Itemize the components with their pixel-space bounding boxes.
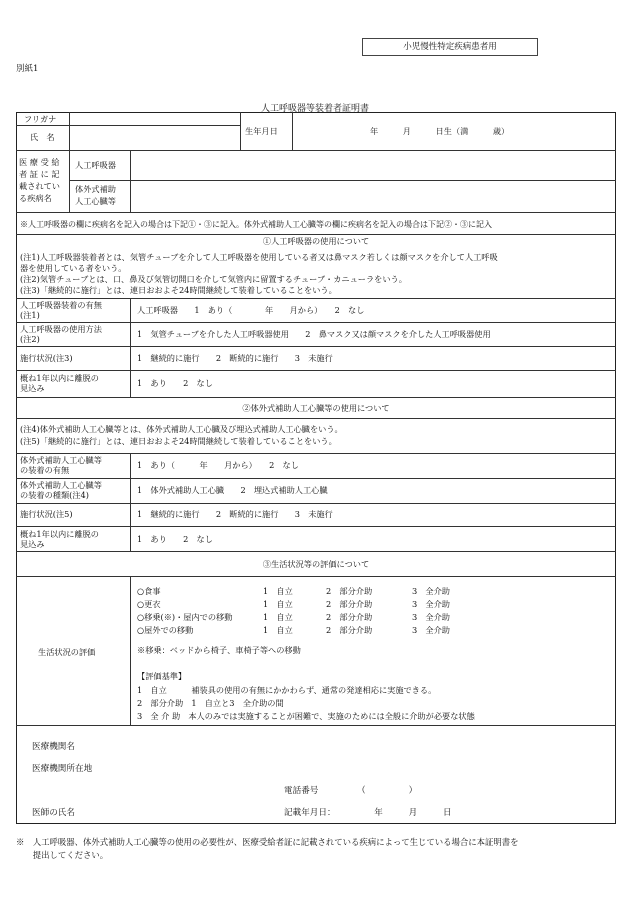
s2-row1-label: 体外式補助人工心臓等 (20, 455, 102, 465)
disease-label-line: る疾病名 (19, 193, 52, 203)
s1-row4-value: 1 あり 2 なし (137, 378, 213, 388)
section1-note: (注3)「継続的に施行」とは、連日おおよそ24時間継続して装着していることをいう。 (20, 285, 337, 295)
s2-row1-label: の装着の有無 (20, 465, 70, 475)
criteria-line: 3 全 介 助 本人のみでは実施することが困難で、実施のためには全般に介助が必要な状態 (137, 711, 475, 721)
section3-heading: ③生活状況等の評価について (262, 559, 370, 569)
divider (16, 370, 616, 371)
section1-note: 器を使用している者をいう。 (20, 263, 127, 273)
eval-item: ○食事 (137, 586, 161, 596)
footer-line: ※ 人工呼吸器、体外式補助人工心臓等の使用の必要性が、医療受給者証に記載されている疾病によって生じている場合に本証明書を (16, 837, 519, 847)
eval-item: ○移乗(※)・屋内での移動 (137, 612, 233, 622)
divider (16, 150, 616, 151)
disease-label-line: 医 療 受 給 (19, 157, 60, 167)
divider (130, 298, 131, 397)
eval-option: 1 自立 (263, 599, 293, 609)
eval-option: 2 部分介助 (326, 599, 373, 609)
section2-note: (注4)体外式補助人工心臓等とは、体外式補助人工心臓及び埋込式補助人工心臓をいう。 (20, 424, 343, 434)
eval-option: 3 全介助 (412, 586, 450, 596)
eval-option: 1 自立 (263, 612, 293, 622)
s2-row2-label: の装着の種類(注4) (20, 490, 89, 500)
eval-option: 1 自立 (263, 586, 293, 596)
s2-row3-label: 施行状況(注5) (20, 509, 73, 519)
s1-row3-value: 1 継続的に施行 2 断続的に施行 3 未施行 (137, 353, 333, 363)
footer-line: 提出してください。 (16, 850, 109, 860)
divider (69, 180, 616, 181)
divider (16, 397, 616, 398)
disease-label-line: 者 証 に 記 (19, 169, 60, 179)
dob-value: 年 月 日生（満 歳） (370, 126, 510, 136)
eval-option: 2 部分介助 (326, 586, 373, 596)
institution-address-label: 医療機関所在地 (32, 764, 93, 774)
dob-label: 生年月日 (245, 126, 278, 136)
s1-row3-label: 施行状況(注3) (20, 353, 73, 363)
s2-row3-value: 1 継続的に施行 2 断続的に施行 3 未施行 (137, 509, 333, 519)
document-title: 人工呼吸器等装着者証明書 (260, 104, 369, 114)
s1-row2-value: 1 気管チューブを介した人工呼吸器使用 2 鼻マスク又は顔マスクを介した人工呼吸器使用 (137, 329, 491, 339)
s1-row4-label: 見込み (20, 383, 45, 393)
footer-note (16, 836, 616, 862)
furigana-label: フリガナ (24, 114, 57, 124)
divider (16, 234, 616, 235)
assist-device-label: 人工心臓等 (75, 196, 116, 206)
s2-row4-label: 見込み (20, 539, 45, 549)
criteria-line: 2 部分介助 1 自立と3 全介助の間 (137, 698, 284, 708)
eval-item: ○屋外での移動 (137, 625, 194, 635)
s1-row4-label: 概ね1年以内に離脱の (20, 373, 99, 383)
criteria-title: 【評価基準】 (137, 671, 187, 681)
appendix-label: 別紙1 (16, 64, 39, 74)
institution-name-label: 医療機関名 (32, 742, 75, 752)
s1-row1-label: (注1) (20, 310, 40, 320)
divider (16, 125, 240, 126)
section2-heading: ②体外式補助人工心臓等の使用について (242, 403, 390, 413)
phone-field: 電話番号 （ ） (284, 786, 418, 796)
eval-item: ○更衣 (137, 599, 161, 609)
section2-note: (注5)「継続的に施行」とは、連日おおよそ24時間継続して装着していることをいう。 (20, 436, 337, 446)
divider (16, 526, 616, 527)
divider (16, 453, 616, 454)
assist-device-label: 体外式補助 (75, 184, 116, 194)
divider (69, 150, 70, 212)
divider (16, 551, 616, 552)
s1-row2-label: 人工呼吸器の使用方法 (20, 324, 102, 334)
divider (292, 112, 293, 150)
criteria-line: 1 自立 補装具の使用の有無にかかわらず、通常の発達相応に実施できる。 (137, 685, 437, 695)
name-label: 氏 名 (30, 132, 55, 142)
transfer-note: ※移乗：ベッドから椅子、車椅子等への移動 (137, 645, 301, 655)
divider (16, 503, 616, 504)
divider (130, 453, 131, 551)
eval-option: 3 全介助 (412, 599, 450, 609)
eval-option: 1 自立 (263, 625, 293, 635)
divider (240, 112, 241, 150)
eval-option: 2 部分介助 (326, 625, 373, 635)
divider (130, 150, 131, 212)
divider (16, 478, 616, 479)
divider (16, 298, 616, 299)
section1-heading: ①人工呼吸器の使用について (262, 236, 370, 246)
disease-label-line: 載されてい (19, 181, 60, 191)
entry-date-field: 記載年月日： 年 月 日 (284, 808, 452, 818)
divider (16, 322, 616, 323)
s1-row1-label: 人工呼吸器装着の有無 (20, 300, 102, 310)
divider (69, 112, 70, 150)
s2-row2-value: 1 体外式補助人工心臓 2 埋込式補助人工心臓 (137, 485, 328, 495)
divider (16, 418, 616, 419)
divider (16, 346, 616, 347)
ventilator-label: 人工呼吸器 (75, 160, 116, 170)
s2-row4-label: 概ね1年以内に離脱の (20, 529, 99, 539)
divider (16, 212, 616, 213)
divider (16, 576, 616, 577)
doctor-name-label: 医師の氏名 (32, 808, 75, 818)
s1-row1-value: 人工呼吸器 1 あり（ 年 月から） 2 なし (137, 305, 365, 315)
s2-row4-value: 1 あり 2 なし (137, 534, 213, 544)
eval-option: 2 部分介助 (326, 612, 373, 622)
instruction-note: ※人工呼吸器の欄に疾病名を記入の場合は下記①・③に記入。体外式補助人工心臓等の欄に疾病名を記入の場合は下記②・③に記入 (20, 220, 492, 229)
eval-option: 3 全介助 (412, 612, 450, 622)
section1-note: (注1)人工呼吸器装着者とは、気管チューブを介して人工呼吸器を使用している者又は鼻マスク若しくは顔マスクを介して人工呼吸 (20, 252, 498, 262)
section1-note: (注2)気管チューブとは、口、鼻及び気管切開口を介して気管内に留置するチューブ・カニューラをいう。 (20, 274, 407, 284)
divider (130, 576, 131, 725)
s2-row1-value: 1 あり（ 年 月から） 2 なし (137, 460, 299, 470)
divider (16, 725, 616, 726)
s1-row2-label: (注2) (20, 334, 40, 344)
eval-option: 3 全介助 (412, 625, 450, 635)
s2-row2-label: 体外式補助人工心臓等 (20, 480, 102, 490)
living-status-label: 生活状況の評価 (38, 647, 96, 657)
patient-type-box: 小児慢性特定疾病患者用 (362, 38, 538, 56)
